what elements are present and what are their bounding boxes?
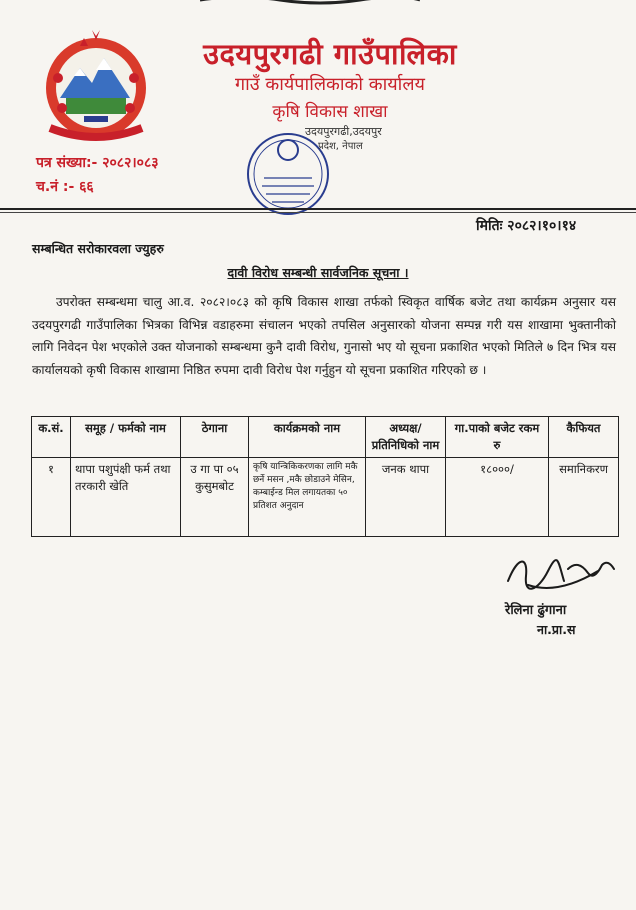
body-paragraph: उपरोक्त सम्बन्धमा चालु आ.व. २०८२।०८३ को कृषि विकास शाखा तर्फको स्विकृत वार्षिक बजेट तथा कार्यक्रम अनुसार यस उदयपुरगढी गाउँपालिका भित्रका विभिन्न वडाहरुमा संचालन भएको तपसिल अनुसारको योजना सम्पन्न गरी यस शाखामा भुक्तानीको लागि निवेदन पेश भएकोले उक्त योजनाको सम्बन्धमा कुनै दावी विरोध, गुनासो भए यो सूचना प्रकाशित भएको मितिले ७ दिन भित्र यस कार्यालयको कृषी विकास शाखामा निष्ठित रुपमा दावी विरोध पेश गर्नुहुन यो सूचना प्रकाशित गरिएको छ ।	[32, 295, 616, 377]
dispatch-number: च.नं :- ६६	[36, 179, 94, 195]
cell-budget: १८०००/	[446, 458, 549, 537]
nepal-emblem-logo	[40, 28, 152, 146]
cell-sn: १	[32, 458, 71, 537]
col-header-chairperson: अध्यक्ष/प्रतिनिधिको नाम	[366, 417, 446, 458]
subject-text: दावी विरोध सम्बन्धी सार्वजनिक सूचना ।	[227, 265, 409, 280]
subject-line	[0, 264, 636, 281]
col-header-remarks: कैफियत	[549, 417, 619, 458]
cell-chairperson: जनक थापा	[366, 458, 446, 537]
signatory-name: रेलिना ढुंगाना	[505, 603, 567, 618]
branch-name: कृषि विकास शाखा	[272, 102, 388, 122]
col-header-budget: गा.पाको बजेट रकम रु	[446, 417, 549, 458]
header-divider	[0, 208, 636, 210]
municipality-title: उदयपुरगढी गाउँपालिका	[203, 37, 457, 71]
cell-group: थापा पशुपंक्षी फर्म तथा तरकारी खेति	[71, 458, 181, 537]
handwritten-signature	[498, 551, 618, 597]
table-row	[32, 458, 619, 537]
cell-address: उ गा पा ०५ कुसुमबोट	[181, 458, 249, 537]
project-table	[31, 416, 619, 537]
col-header-group: समूह / फर्मको नाम	[71, 417, 181, 458]
top-edge-mark	[200, 0, 420, 6]
table-header-row	[32, 417, 619, 458]
salutation: सम्बन्धित सरोकारवला ज्युहरु	[32, 241, 164, 256]
col-header-program: कार्यक्रमको नाम	[249, 417, 366, 458]
document-date: मितिः २०८२।१०।१४	[476, 218, 577, 234]
office-subtitle: गाउँ कार्यपालिकाको कार्यालय	[235, 74, 425, 95]
cell-program: कृषि यान्त्रिकिकरणका लागि मकै छर्ने मसन ,मकै छोडाउने मेसिन, कम्बाईन्ड मिल लगायतका ५० प्रतिशत अनुदान	[249, 458, 366, 537]
col-header-address: ठेगाना	[181, 417, 249, 458]
header-divider-thin	[0, 212, 636, 213]
col-header-sn: क.सं.	[32, 417, 71, 458]
reference-number: पत्र संख्या:- २०८२।०८३	[36, 155, 159, 171]
address-line-2: प्रदेश, नेपाल	[318, 141, 363, 152]
signatory-title: ना.प्रा.स	[537, 622, 576, 637]
cell-remarks: समानिकरण	[549, 458, 619, 537]
address-line-1: उदयपुरगढी,उदयपुर	[305, 125, 382, 138]
